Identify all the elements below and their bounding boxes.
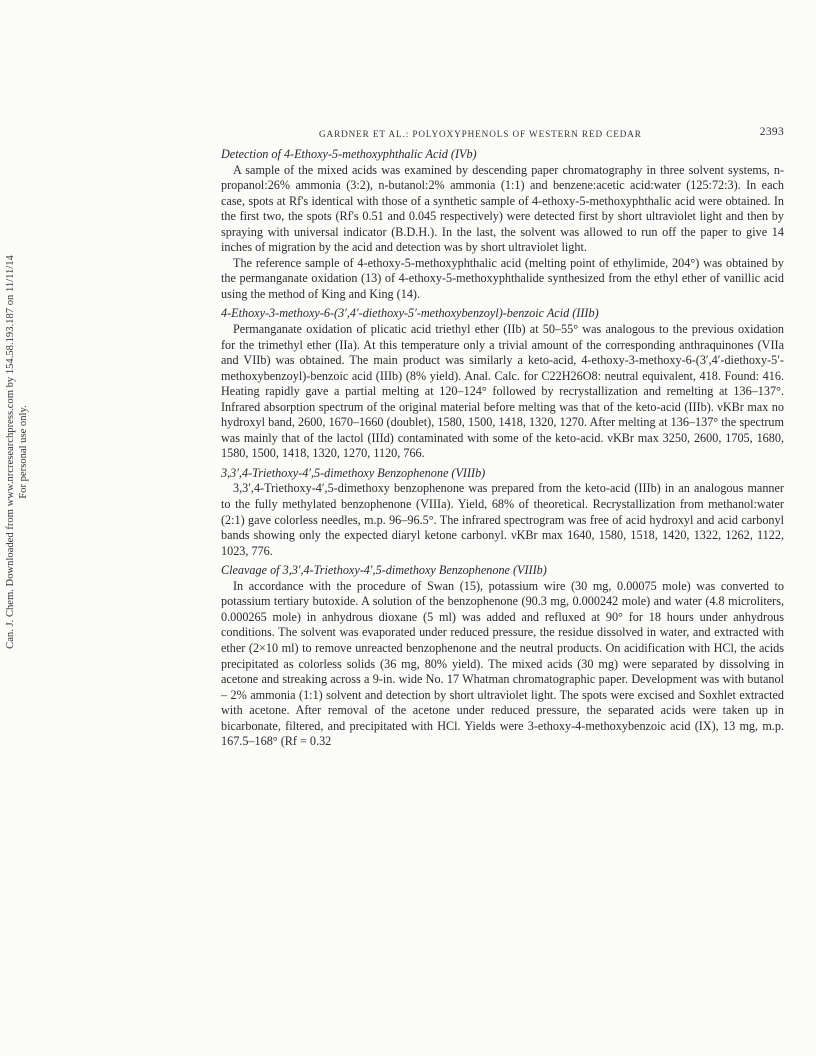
running-title: GARDNER ET AL.: POLYOXYPHENOLS OF WESTERN RED CEDAR <box>319 129 642 139</box>
watermark-line-1: Can. J. Chem. Downloaded from www.nrcresearchpress.com by 154.58.193.187 on 11/11/14 <box>5 255 16 649</box>
section-heading: 3,3′,4-Triethoxy-4′,5-dimethoxy Benzophenone (VIIIb) <box>221 465 486 480</box>
paragraph: In accordance with the procedure of Swan (15), potassium wire (30 mg, 0.00075 mole) was converted to potassium tertiary butoxide. A solution of the benzophenone (90.3 mg, 0.000242 mole) and water (4.8 microliters, 0.000265 mole) in anhydrous dioxane (5 ml) was added and refluxed at 90° for 18 hours under anhydrous conditions. The solvent was evaporated under reduced pressure, the residue dissolved in water, and extracted with ether (2×10 ml) to remove unreacted benzophenone and the neutral products. On acidification with HCl, the acids precipitated as colorless solids (36 mg, 80% yield). The mixed acids (30 mg) were separated by dissolving in acetone and streaking across a 9-in. wide No. 17 Whatman chromatographic paper. Development was with butanol – 2% ammonia (1:1) solvent and detection by short ultraviolet light. The spots were excised and Soxhlet extracted with acetone. After removal of the acetone under reduced pressure, the separated acids were taken up in bicarbonate, filtered, and precipitated with HCl. Yields were 3-ethoxy-4-methoxybenzoic acid (IX), 13 mg, m.p. 167.5–168° (Rf = 0.32 <box>221 578 784 749</box>
section-cleavage-viiib <box>221 563 784 750</box>
section-keto-acid-iiib <box>221 306 784 461</box>
section-heading: Cleavage of 3,3′,4-Triethoxy-4′,5-dimethoxy Benzophenone (VIIIb) <box>221 563 547 578</box>
watermark-line-2: For personal use only. <box>18 405 29 499</box>
section-benzophenone-viiib <box>221 466 784 559</box>
section-heading: Detection of 4-Ethoxy-5-methoxyphthalic Acid (IVb) <box>221 147 477 161</box>
page-body <box>221 124 784 754</box>
running-header <box>221 124 784 140</box>
section-detection-ivb <box>221 147 784 302</box>
page-number: 2393 <box>759 126 784 138</box>
download-watermark-text <box>4 255 30 649</box>
paragraph: The reference sample of 4-ethoxy-5-methoxyphthalic acid (melting point of ethylimide, 204°) was obtained by the permanganate oxidation (13) of 4-ethoxy-5-methoxyphthalide synthesized from the ethyl ether of vanillic acid using the method of King and King (14). <box>221 255 784 301</box>
section-heading: 4-Ethoxy-3-methoxy-6-(3′,4′-diethoxy-5′-methoxybenzoyl)-benzoic Acid (IIIb) <box>221 306 599 321</box>
paragraph: A sample of the mixed acids was examined by descending paper chromatography in three solvent systems, n-propanol:26% ammonia (3:2), n-butanol:2% ammonia (1:1) and benzene:acetic acid:water (125:72:3). In each case, spots at Rf's identical with those of a synthetic sample of 4-ethoxy-5-methoxyphthalic acid were obtained. In the first two, the spots (Rf's 0.51 and 0.045 respectively) were detected first by short ultraviolet light and then by spraying with universal indicator (B.D.H.). In the last, the solvent was allowed to run off the paper to give 14 inches of migration by the acid and detection was by short ultraviolet light. <box>221 162 784 255</box>
download-watermark <box>0 0 34 1056</box>
paragraph: 3,3′,4-Triethoxy-4′,5-dimethoxy benzophenone was prepared from the keto-acid (IIIb) in an analogous manner to the fully methylated benzophenone (VIIIa). Yield, 68% of theoretical. Recrystallization from methanol:water (2:1) gave colorless needles, m.p. 96–96.5°. The infrared spectrogram was free of acid hydroxyl and acid carbonyl bands showing only the expected diaryl ketone carbonyl. νKBr max 1640, 1580, 1518, 1420, 1322, 1262, 1122, 1023, 776. <box>221 481 784 558</box>
paragraph: Permanganate oxidation of plicatic acid triethyl ether (IIb) at 50–55° was analogous to the previous oxidation for the trimethyl ether (IIa). At this temperature only a trivial amount of the corresponding anthraquinones (VIIa and VIIb) was obtained. The main product was similarly a keto-acid, 4-ethoxy-3-methoxy-6-(3′,4′-diethoxy-5′-methoxybenzoyl)-benzoic acid (IIIb) (8% yield). Anal. Calc. for C22H26O8: neutral equivalent, 418. Found: 416. Heating rapidly gave a partial melting at 120–124° followed by recrystallization and remelting at 136–137°. Infrared absorption spectrum of the original material before melting was that of the keto-acid (IIIb). νKBr max no hydroxyl band, 2600, 1670–1660 (doublet), 1580, 1500, 1418, 1320, 1270. After melting at 136–137° the spectrum was mainly that of the lactol (IIId) contaminated with some of the keto-acid. νKBr max 3250, 2600, 1705, 1680, 1580, 1500, 1418, 1320, 1270, 1120, 766. <box>221 322 784 461</box>
